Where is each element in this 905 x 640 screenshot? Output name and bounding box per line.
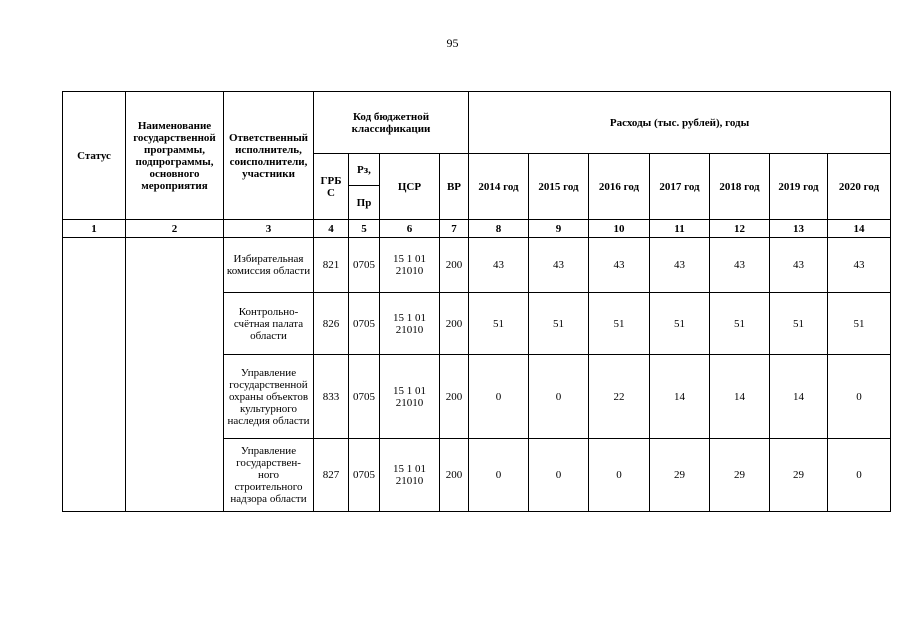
csr-cell: 15 1 01 21010 (380, 293, 440, 355)
column-number: 10 (589, 220, 650, 238)
value-cell: 29 (710, 439, 770, 512)
rzpr-cell: 0705 (349, 293, 380, 355)
vr-cell: 200 (440, 355, 469, 439)
value-cell: 43 (469, 238, 529, 293)
column-number: 12 (710, 220, 770, 238)
vr-cell: 200 (440, 238, 469, 293)
header-rz: Рз, (349, 154, 380, 186)
program-name-cell (126, 238, 224, 512)
value-cell: 51 (710, 293, 770, 355)
value-cell: 0 (529, 439, 589, 512)
header-year-2018: 2018 год (710, 154, 770, 220)
value-cell: 29 (770, 439, 828, 512)
column-number: 5 (349, 220, 380, 238)
column-number: 11 (650, 220, 710, 238)
table-row (63, 238, 891, 293)
value-cell: 29 (650, 439, 710, 512)
rzpr-cell: 0705 (349, 238, 380, 293)
value-cell: 51 (650, 293, 710, 355)
column-number: 2 (126, 220, 224, 238)
executor-cell: Управление государствен-ного строительного надзора области (224, 439, 314, 512)
value-cell: 14 (770, 355, 828, 439)
value-cell: 43 (770, 238, 828, 293)
header-year-2016: 2016 год (589, 154, 650, 220)
header-year-2019: 2019 год (770, 154, 828, 220)
column-number-row (63, 220, 891, 238)
budget-table (62, 91, 891, 512)
value-cell: 51 (469, 293, 529, 355)
column-number: 8 (469, 220, 529, 238)
grbs-cell: 827 (314, 439, 349, 512)
rzpr-cell: 0705 (349, 355, 380, 439)
header-year-2015: 2015 год (529, 154, 589, 220)
header-csr: ЦСР (380, 154, 440, 220)
header-vr: ВР (440, 154, 469, 220)
column-number: 3 (224, 220, 314, 238)
grbs-cell: 833 (314, 355, 349, 439)
value-cell: 51 (589, 293, 650, 355)
value-cell: 43 (710, 238, 770, 293)
value-cell: 51 (828, 293, 891, 355)
value-cell: 0 (589, 439, 650, 512)
grbs-cell: 826 (314, 293, 349, 355)
value-cell: 0 (828, 355, 891, 439)
value-cell: 51 (770, 293, 828, 355)
column-number: 14 (828, 220, 891, 238)
value-cell: 43 (650, 238, 710, 293)
value-cell: 0 (469, 439, 529, 512)
value-cell: 22 (589, 355, 650, 439)
grbs-cell: 821 (314, 238, 349, 293)
header-pr: Пр (349, 186, 380, 220)
header-name: Наименование государственной программы, подпрограммы, основного мероприятия (126, 92, 224, 220)
header-year-2017: 2017 год (650, 154, 710, 220)
vr-cell: 200 (440, 439, 469, 512)
value-cell: 43 (828, 238, 891, 293)
csr-cell: 15 1 01 21010 (380, 238, 440, 293)
column-number: 9 (529, 220, 589, 238)
executor-cell: Управление государственной охраны объектов культурного наследия области (224, 355, 314, 439)
column-number: 6 (380, 220, 440, 238)
header-executor: Ответственный исполнитель, соисполнители, участники (224, 92, 314, 220)
value-cell: 51 (529, 293, 589, 355)
value-cell: 0 (469, 355, 529, 439)
value-cell: 0 (828, 439, 891, 512)
header-expenses: Расходы (тыс. рублей), годы (469, 92, 891, 154)
header-year-2020: 2020 год (828, 154, 891, 220)
column-number: 1 (63, 220, 126, 238)
value-cell: 14 (650, 355, 710, 439)
executor-cell: Контрольно-счётная палата области (224, 293, 314, 355)
header-grbs: ГРБ С (314, 154, 349, 220)
header-row-1 (63, 92, 891, 154)
value-cell: 43 (529, 238, 589, 293)
executor-cell: Избирательная комиссия области (224, 238, 314, 293)
value-cell: 43 (589, 238, 650, 293)
header-status: Статус (63, 92, 126, 220)
header-budget-code: Код бюджетной классификации (314, 92, 469, 154)
vr-cell: 200 (440, 293, 469, 355)
status-cell (63, 238, 126, 512)
column-number: 7 (440, 220, 469, 238)
value-cell: 0 (529, 355, 589, 439)
csr-cell: 15 1 01 21010 (380, 439, 440, 512)
column-number: 13 (770, 220, 828, 238)
csr-cell: 15 1 01 21010 (380, 355, 440, 439)
header-year-2014: 2014 год (469, 154, 529, 220)
column-number: 4 (314, 220, 349, 238)
page-number: 95 (446, 36, 459, 50)
rzpr-cell: 0705 (349, 439, 380, 512)
value-cell: 14 (710, 355, 770, 439)
